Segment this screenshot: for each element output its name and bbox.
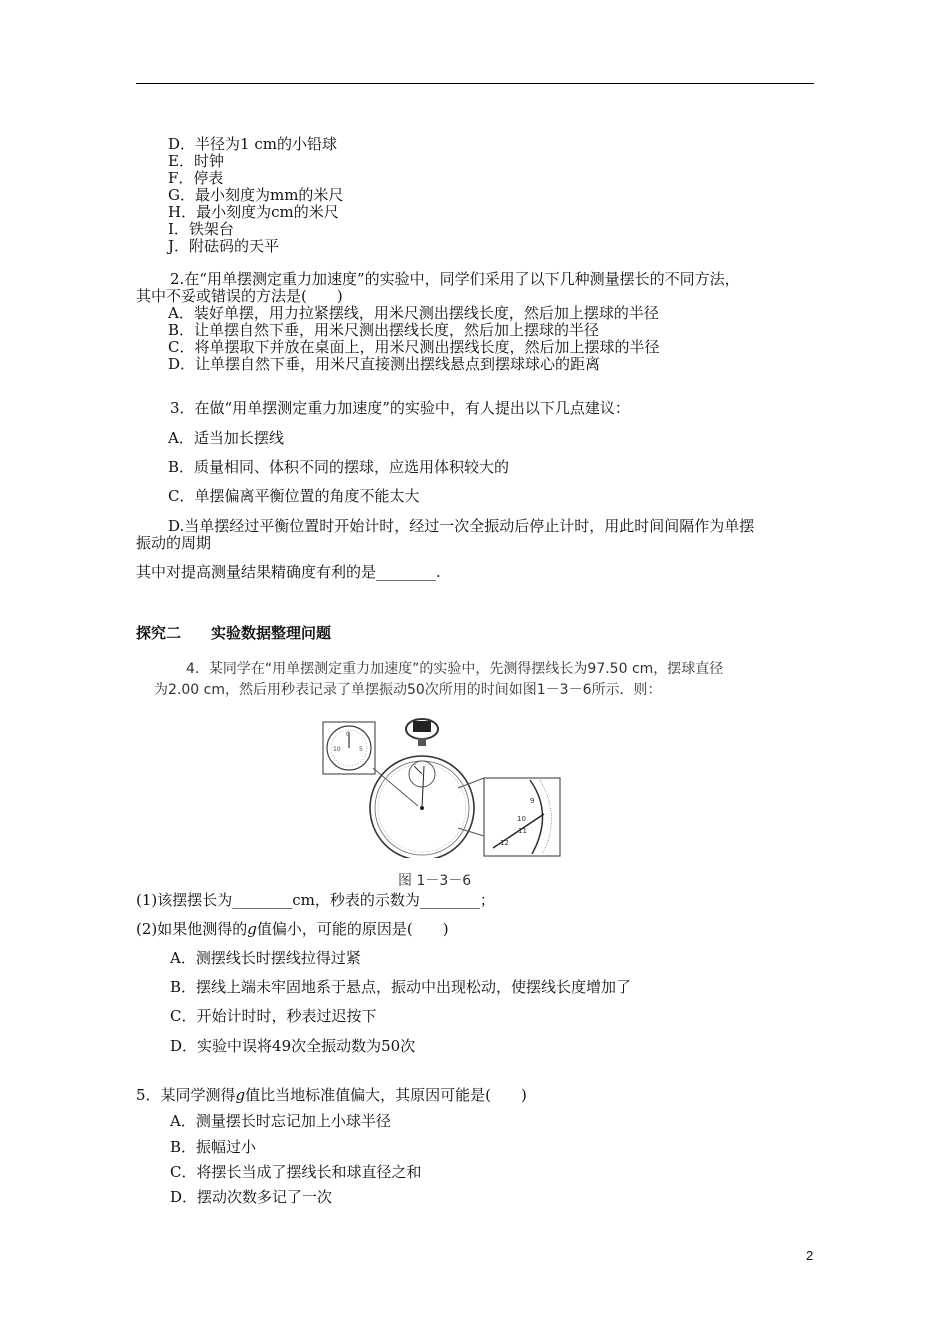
- q1-option-h: H．最小刻度为cm的米尺: [168, 203, 339, 221]
- q3-stem: 3．在做“用单摆测定重力加速度”的实验中，有人提出以下几点建议：: [170, 399, 630, 417]
- q1-option-j: J．附砝码的天平: [168, 237, 280, 255]
- page-number: 2: [806, 1248, 814, 1263]
- figure-caption: 图 1－3－6: [398, 873, 472, 889]
- q4-option-d: D．实验中误将49次全振动数为50次: [170, 1037, 416, 1055]
- q4-sub2-g: g: [247, 920, 257, 938]
- q3-option-d-line1: D.当单摆经过平衡位置时开始计时，经过一次全振动后停止计时，用此时间间隔作为单摆: [168, 517, 755, 535]
- stopwatch-figure: [318, 718, 564, 858]
- q3-conclusion: 其中对提高测量结果精确度有利的是________.: [136, 563, 441, 581]
- q1-option-f: F．停表: [168, 169, 224, 187]
- q3-option-c: C．单摆偏离平衡位置的角度不能太大: [168, 487, 420, 505]
- scale-label-11: 11: [518, 827, 527, 835]
- scale-label-12: 12: [500, 839, 509, 847]
- inset-dial-label-10: 10: [333, 746, 341, 753]
- q2-stem-line1: 2.在“用单摆测定重力加速度”的实验中，同学们采用了以下几种测量摆长的不同方法，: [170, 270, 740, 288]
- q4-option-b: B．摆线上端未牢固地系于悬点，振动中出现松动，使摆线长度增加了: [170, 978, 632, 996]
- q2-option-a: A．装好单摆，用力拉紧摆线，用米尺测出摆线长度，然后加上摆球的半径: [168, 304, 659, 322]
- q2-option-d: D．让单摆自然下垂，用米尺直接测出摆线悬点到摆球球心的距离: [168, 355, 601, 373]
- q2-option-b: B．让单摆自然下垂，用米尺测出摆线长度，然后加上摆球的半径: [168, 321, 600, 339]
- q4-stem-line2: 为2.00 cm，然后用秒表记录了单摆振动50次所用的时间如图1－3－6所示．则：: [154, 682, 662, 698]
- q3-option-a: A．适当加长摆线: [168, 429, 284, 447]
- q4-option-c: C．开始计时时，秒表过迟按下: [170, 1007, 377, 1025]
- q1-option-e: E．时钟: [168, 152, 224, 170]
- q4-sub1: (1)该摆摆长为________cm，秒表的示数为________；: [136, 891, 495, 909]
- scale-label-9: 9: [530, 797, 535, 805]
- q5-stem-post: 值比当地标准值偏大，其原因可能是( ): [245, 1086, 527, 1104]
- q2-stem-line2: 其中不妥或错误的方法是( ): [136, 287, 343, 305]
- q5-stem: [136, 1087, 527, 1104]
- inset-dial-label-0: 0: [346, 731, 350, 738]
- q2-option-c: C．将单摆取下并放在桌面上，用米尺测出摆线长度，然后加上摆球的半径: [168, 338, 660, 356]
- header-rule: [136, 83, 814, 84]
- inset-dial-label-5: 5: [359, 746, 363, 753]
- q4-sub2: [136, 921, 449, 938]
- q5-option-a: A．测量摆长时忘记加上小球半径: [170, 1112, 391, 1130]
- q5-option-d: D．摆动次数多记了一次: [170, 1188, 333, 1206]
- q5-stem-pre: 5．某同学测得: [136, 1086, 236, 1104]
- q5-stem-g: g: [235, 1086, 246, 1104]
- q3-option-d-line2: 振动的周期: [136, 534, 212, 552]
- q4-sub2-pre: (2)如果他测得的: [136, 920, 248, 938]
- section-label: 探究二: [136, 624, 182, 642]
- section-title: 实验数据整理问题: [211, 624, 332, 642]
- q4-option-a: A．测摆线长时摆线拉得过紧: [170, 949, 361, 967]
- q1-option-d: D．半径为1 cm的小铅球: [168, 135, 337, 153]
- q5-option-c: C．将摆长当成了摆线长和球直径之和: [170, 1163, 422, 1181]
- q4-sub2-post: 值偏小，可能的原因是( ): [256, 920, 449, 938]
- scale-label-10: 10: [517, 815, 526, 823]
- section-heading: [136, 622, 331, 643]
- q5-option-b: B．振幅过小: [170, 1138, 257, 1156]
- q3-option-b: B．质量相同、体积不同的摆球，应选用体积较大的: [168, 458, 510, 476]
- q1-option-i: I．铁架台: [168, 220, 234, 238]
- q1-option-g: G．最小刻度为mm的米尺: [168, 186, 344, 204]
- q4-stem-line1: 4．某同学在“用单摆测定重力加速度”的实验中，先测得摆线长为97.50 cm，摆球直径: [186, 661, 724, 677]
